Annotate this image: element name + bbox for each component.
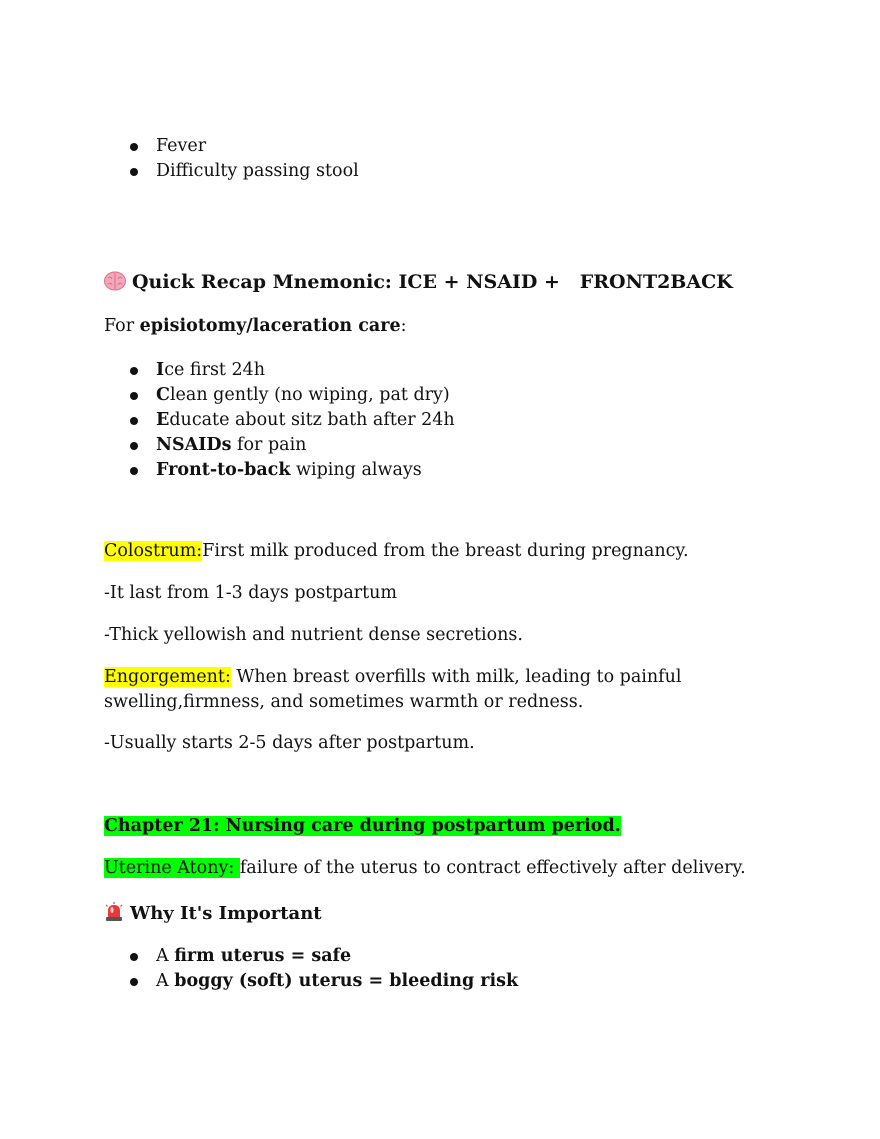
engorgement-definition: Engorgement: When breast overfills with milk, leading to painful [104, 667, 682, 687]
list-item: A boggy (soft) uterus = bleeding risk [104, 969, 518, 994]
bullet-icon [130, 442, 138, 450]
symptom-list [104, 134, 359, 184]
bullet-icon [130, 143, 138, 151]
engorgement-onset: -Usually starts 2-5 days after postpartum. [104, 733, 475, 753]
important-heading: Why It's Important [104, 902, 322, 924]
recap-list [104, 358, 455, 483]
list-item: Clean gently (no wiping, pat dry) [104, 383, 455, 408]
uterine-atony-term: Uterine Atony: [104, 858, 240, 878]
bullet-icon [130, 953, 138, 961]
bullet-icon [130, 467, 138, 475]
bullet-icon [130, 978, 138, 986]
engorgement-term: Engorgement: [104, 667, 231, 687]
colostrum-description: -Thick yellowish and nutrient dense secretions. [104, 625, 523, 645]
colostrum-definition: Colostrum:First milk produced from the breast during pregnancy. [104, 541, 689, 561]
list-item: Difficulty passing stool [104, 159, 359, 184]
list-item: Educate about sitz bath after 24h [104, 408, 455, 433]
importance-list [104, 944, 518, 994]
list-item: Front-to-back wiping always [104, 458, 455, 483]
brain-icon [104, 271, 126, 291]
bullet-icon [130, 168, 138, 176]
bullet-icon [130, 392, 138, 400]
recap-heading: Quick Recap Mnemonic: ICE + NSAID + FRONT2BACK [104, 271, 733, 293]
bullet-icon [130, 417, 138, 425]
engorgement-definition-cont: swelling,firmness, and sometimes warmth or redness. [104, 692, 584, 712]
siren-icon [104, 902, 124, 922]
chapter-heading: Chapter 21: Nursing care during postpartum period. [104, 816, 621, 836]
list-item: NSAIDs for pain [104, 433, 455, 458]
list-item: Fever [104, 134, 359, 159]
colostrum-duration: -It last from 1-3 days postpartum [104, 583, 398, 603]
recap-intro: For episiotomy/laceration care: [104, 316, 407, 336]
bullet-icon [130, 367, 138, 375]
uterine-atony-definition: Uterine Atony: failure of the uterus to contract effectively after delivery. [104, 858, 746, 878]
list-item: A firm uterus = safe [104, 944, 518, 969]
colostrum-term: Colostrum: [104, 541, 203, 561]
list-item: Ice first 24h [104, 358, 455, 383]
